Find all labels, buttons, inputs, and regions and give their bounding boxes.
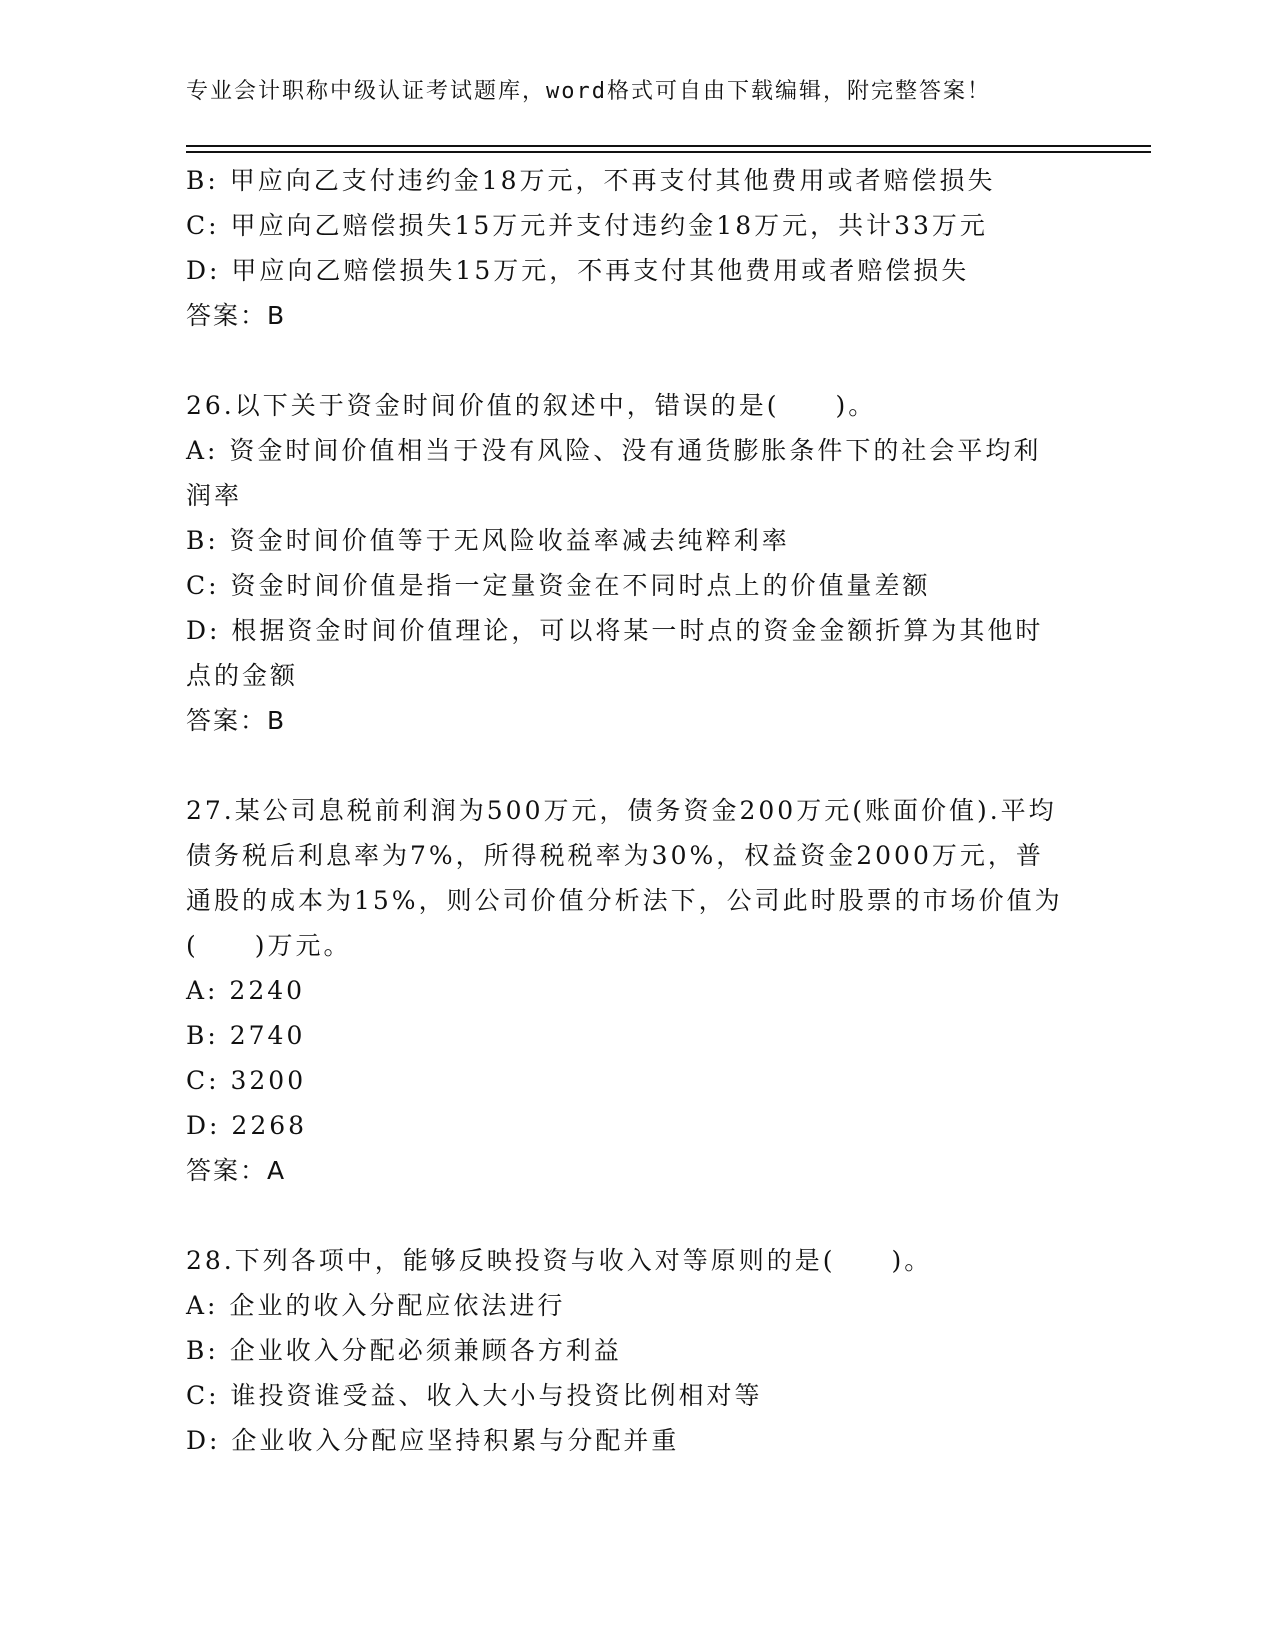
spacer: [186, 1193, 1086, 1238]
question-text: 27.某公司息税前利润为500万元，债务资金200万元(账面价值).平均债务税后利息率为7%，所得税税率为30%，权益资金2000万元，普通股的成本为15%，则公司价值分析法下，公司此时股票的市场价值为( )万元。: [186, 796, 1063, 960]
option-b: B: 甲应向乙支付违约金18万元，不再支付其他费用或者赔偿损失: [186, 166, 996, 195]
option-c: C: 谁投资谁受益、收入大小与投资比例相对等: [186, 1381, 763, 1410]
question-27: [186, 788, 1086, 1193]
answer: 答案：B: [186, 301, 287, 330]
question-text: 28.下列各项中，能够反映投资与收入对等原则的是( )。: [186, 1246, 933, 1275]
question-content: [186, 158, 1086, 1463]
option-d: D: 根据资金时间价值理论，可以将某一时点的资金金额折算为其他时点的金额: [186, 616, 1044, 690]
answer: 答案：A: [186, 1156, 287, 1185]
question-text: 26.以下关于资金时间价值的叙述中，错误的是( )。: [186, 391, 877, 420]
answer: 答案：B: [186, 706, 287, 735]
option-d: D: 2268: [186, 1111, 308, 1140]
spacer: [186, 338, 1086, 383]
question-25: [186, 158, 1086, 338]
question-28: [186, 1238, 1086, 1463]
option-c: C: 3200: [186, 1066, 307, 1095]
option-d: D: 甲应向乙赔偿损失15万元，不再支付其他费用或者赔偿损失: [186, 256, 970, 285]
spacer: [186, 743, 1086, 788]
option-a: A: 企业的收入分配应依法进行: [186, 1291, 566, 1320]
question-26: [186, 383, 1086, 743]
option-b: B: 2740: [186, 1021, 306, 1050]
option-b: B: 资金时间价值等于无风险收益率减去纯粹利率: [186, 526, 790, 555]
option-a: A: 资金时间价值相当于没有风险、没有通货膨胀条件下的社会平均利润率: [186, 436, 1042, 510]
option-b: B: 企业收入分配必须兼顾各方利益: [186, 1336, 622, 1365]
option-c: C: 资金时间价值是指一定量资金在不同时点上的价值量差额: [186, 571, 931, 600]
header-rule-thin: [186, 151, 1151, 153]
header-rule-thick: [186, 145, 1151, 147]
page-header: 专业会计职称中级认证考试题库，word格式可自由下载编辑，附完整答案！: [186, 79, 991, 104]
option-d: D: 企业收入分配应坚持积累与分配并重: [186, 1426, 680, 1455]
option-c: C: 甲应向乙赔偿损失15万元并支付违约金18万元，共计33万元: [186, 211, 988, 240]
option-a: A: 2240: [186, 976, 306, 1005]
